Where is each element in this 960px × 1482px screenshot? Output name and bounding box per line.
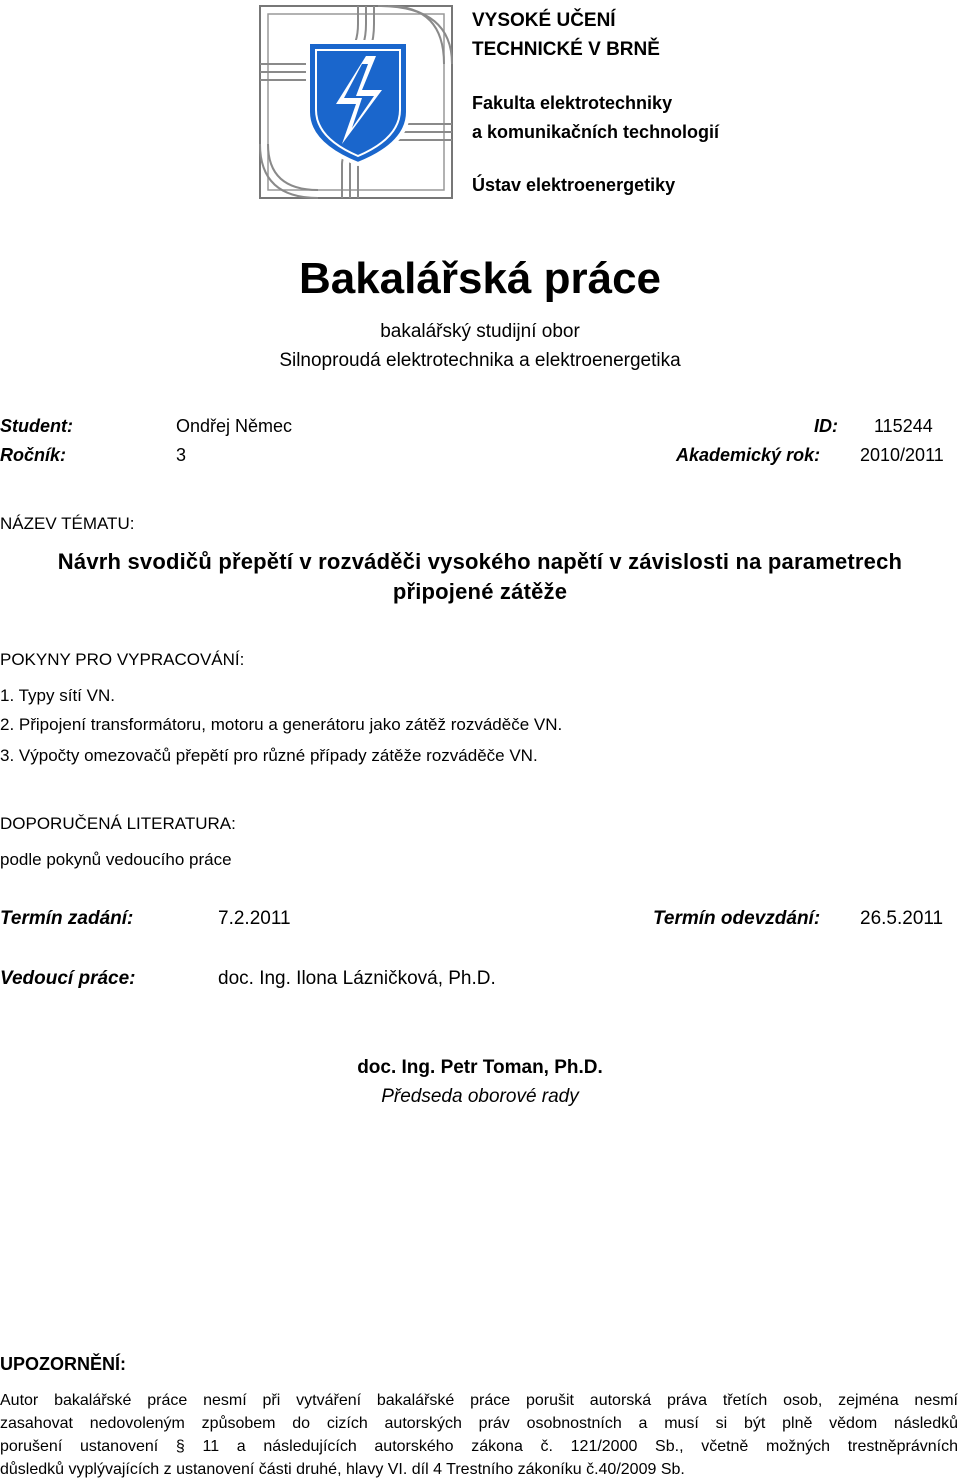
instructions-heading: POKYNY PRO VYPRACOVÁNÍ: (0, 650, 245, 669)
warning-line: Autor bakalářské práce nesmí při vytváření bakalářské práce porušit autorská práva třetích osob, zejména nesmí (0, 1392, 958, 1409)
due-date-value: 26.5.2011 (860, 908, 944, 929)
year-label: Ročník: (0, 445, 67, 465)
topic-heading: NÁZEV TÉMATU: (0, 514, 135, 533)
faculty-name-line1: Fakulta elektrotechniky (472, 93, 673, 113)
board-chair-name: doc. Ing. Petr Toman, Ph.D. (357, 1057, 603, 1078)
university-name-line1: VYSOKÉ UČENÍ (472, 10, 616, 31)
year-value: 3 (176, 445, 187, 465)
program-name: bakalářský studijní obor (380, 321, 580, 342)
institute-name: Ústav elektroenergetiky (472, 175, 676, 195)
university-logo (258, 4, 454, 200)
supervisor-value: doc. Ing. Ilona Lázničková, Ph.D. (218, 968, 496, 989)
academic-year-label: Akademický rok: (676, 445, 821, 465)
literature-text: podle pokynů vedoucího práce (0, 850, 232, 869)
topic-title-line2: připojené zátěže (392, 579, 568, 604)
board-chair-role: Předseda oborové rady (381, 1086, 579, 1107)
lightning-shield-icon (258, 4, 454, 200)
warning-line: porušení ustanovení § 11 a následujících autorského zákona č. 121/2000 Sb., včetně možných trestněprávních (0, 1438, 958, 1455)
instruction-item: 2. Připojení transformátoru, motoru a generátoru jako zátěž rozváděče VN. (0, 715, 563, 734)
literature-heading: DOPORUČENÁ LITERATURA: (0, 814, 236, 833)
instruction-item: 3. Výpočty omezovačů přepětí pro různé případy zátěže rozváděče VN. (0, 746, 538, 765)
student-label: Student: (0, 416, 73, 436)
id-value: 115244 (874, 416, 933, 436)
faculty-name-line2: a komunikačních technologií (472, 122, 720, 142)
supervisor-label: Vedoucí práce: (0, 968, 136, 989)
id-label: ID: (814, 416, 838, 436)
university-name-line2: TECHNICKÉ V BRNĚ (472, 39, 660, 60)
topic-title-line1: Návrh svodičů přepětí v rozváděči vysokého napětí v závislosti na parametrech (57, 549, 903, 574)
warning-line: důsledků vyplývajících z ustanovení části druhé, hlavy VI. díl 4 Trestního zákoníku č.40/2009 Sb. (0, 1461, 685, 1478)
due-date-label: Termín odevzdání: (653, 908, 821, 929)
field-name: Silnoproudá elektrotechnika a elektroenergetika (279, 350, 681, 371)
academic-year-value: 2010/2011 (860, 445, 944, 465)
student-value: Ondřej Němec (176, 416, 293, 436)
warning-line: zasahovat nedovoleným způsobem do cizích autorských práv osobnostních a musí si být plně vědom následků (0, 1415, 958, 1432)
document-title: Bakalářská práce (298, 254, 662, 303)
assigned-date-label: Termín zadání: (0, 908, 134, 929)
warning-text (0, 1389, 958, 1481)
warning-heading: UPOZORNĚNÍ: (0, 1354, 126, 1374)
instruction-item: 1. Typy sítí VN. (0, 686, 115, 705)
assigned-date-value: 7.2.2011 (218, 908, 291, 929)
